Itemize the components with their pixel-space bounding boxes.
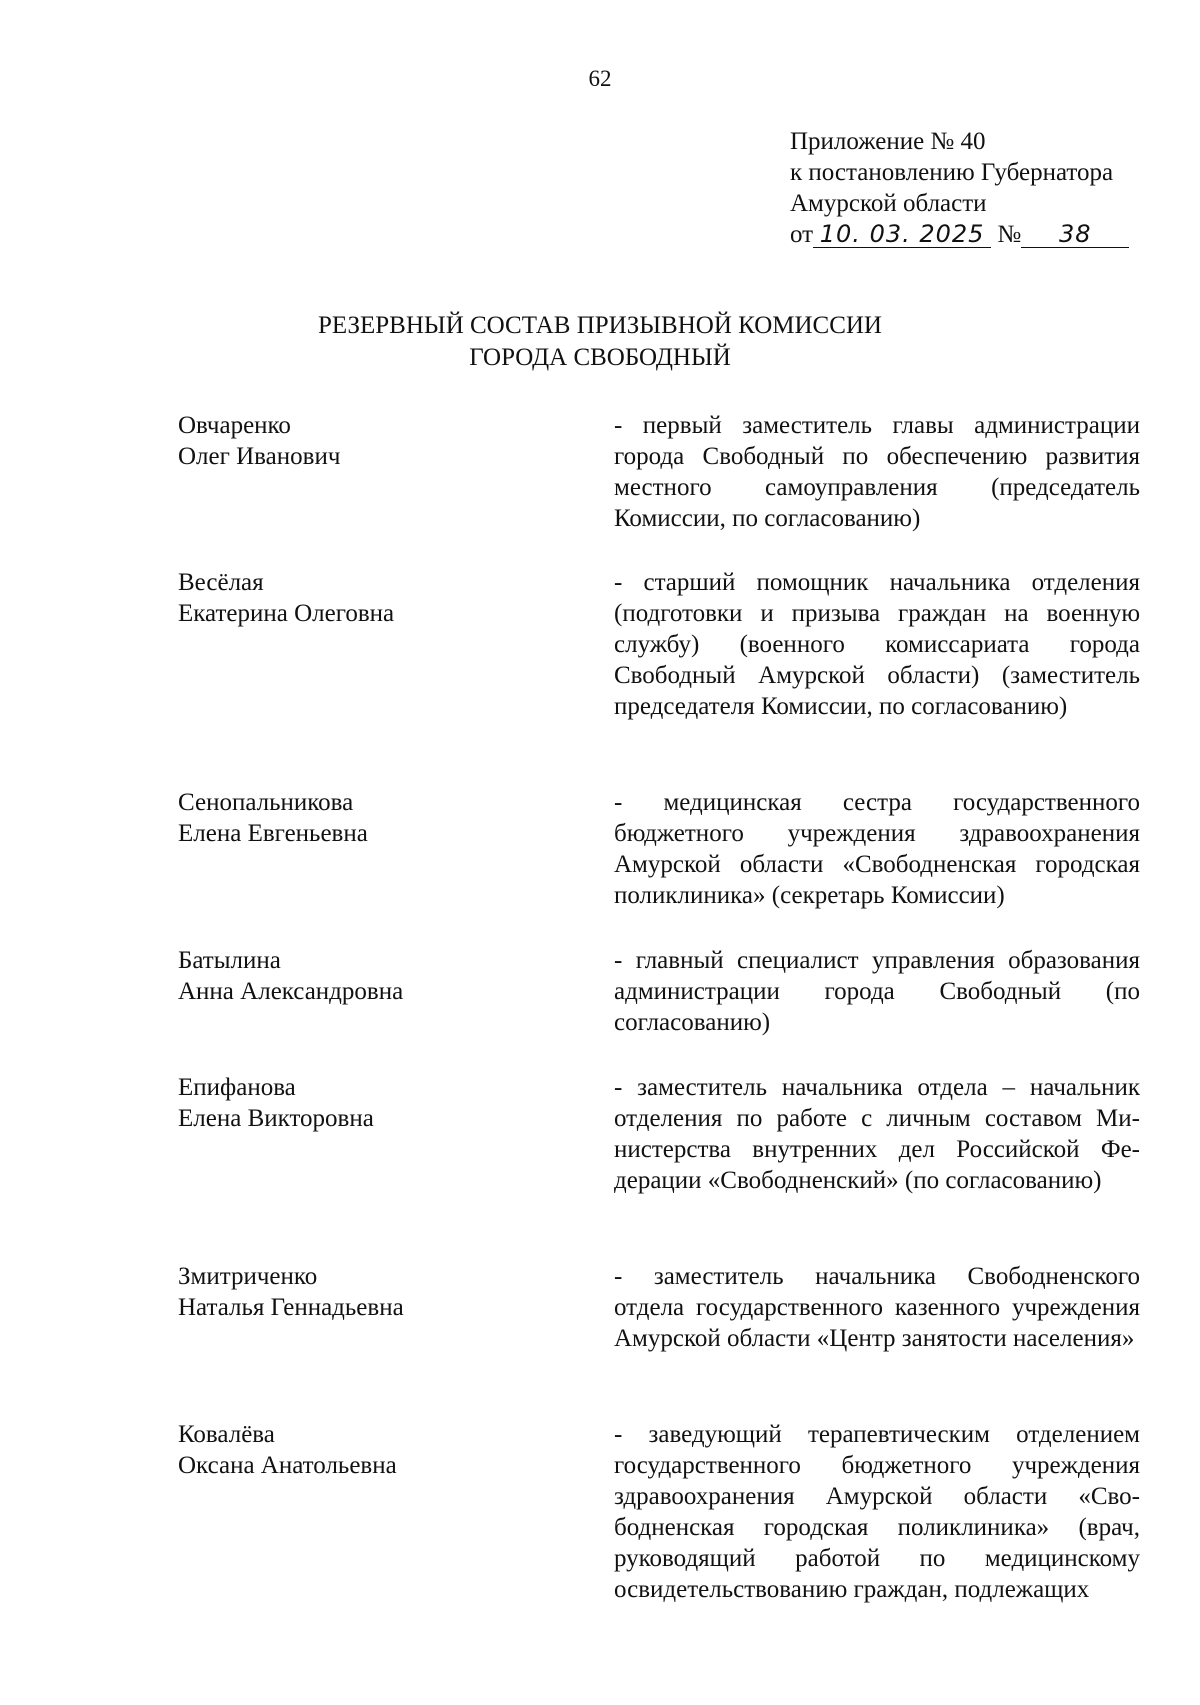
member-surname: Овчаренко xyxy=(178,412,291,439)
member-surname: Змитриченко xyxy=(178,1263,318,1290)
member-surname: Сенопальникова xyxy=(178,789,354,816)
member-given-name: Олег Иванович xyxy=(178,443,341,470)
appendix-line-2: к постановлению Губернатора xyxy=(790,159,1114,186)
page-number: 62 xyxy=(588,66,612,91)
member-name xyxy=(178,787,578,849)
member-given-name: Екатерина Олеговна xyxy=(178,600,395,627)
member-role: - первый заместитель главы администрации города Свободный по обеспечению развития местного самоуправления (председатель Комиссии, по согласованию) xyxy=(614,412,1140,532)
member-name xyxy=(178,1072,578,1134)
member-given-name: Елена Викторовна xyxy=(178,1105,374,1132)
member-given-name: Анна Александровна xyxy=(178,978,404,1005)
appendix-date-line xyxy=(790,219,1170,250)
title-line-1: РЕЗЕРВНЫЙ СОСТАВ ПРИЗЫВНОЙ КОМИССИИ xyxy=(317,312,882,339)
member-name xyxy=(178,1261,578,1323)
member-surname: Епифанова xyxy=(178,1074,296,1101)
appendix-line-3: Амурской области xyxy=(790,190,987,217)
member-surname: Весёлая xyxy=(178,569,264,596)
member-name xyxy=(178,945,578,1007)
member-name xyxy=(178,1419,578,1481)
handwritten-number: 38 xyxy=(1058,220,1092,248)
member-role: - заместитель начальника отдела – начальник отделения по работе с личным составом Министерства внутренних дел Российской Федерации «Свободненский» (по согласованию) xyxy=(614,1074,1140,1194)
number-blank xyxy=(1021,222,1129,248)
member-name xyxy=(178,567,578,629)
appendix-block xyxy=(790,126,1170,250)
member-surname: Батылина xyxy=(178,947,281,974)
member-given-name: Елена Евгеньевна xyxy=(178,820,368,847)
member-surname: Ковалёва xyxy=(178,1421,275,1448)
member-role: - заместитель начальника Свободненского отдела государственного казенного учреждения Амурской области «Центр занятости населения» xyxy=(614,1263,1140,1352)
handwritten-date: 10. 03. 2025 xyxy=(819,220,985,248)
member-role: - главный специалист управления образования администрации города Свободный (по согласованию) xyxy=(614,947,1140,1036)
number-prefix: № xyxy=(997,221,1022,248)
date-blank xyxy=(813,222,991,248)
member-role: - старший помощник начальника отделения (подготовки и призыва граждан на военную службу) (военного комиссариата города Свободный Амурской области) (заместитель председателя Комиссии, по согласованию) xyxy=(614,569,1140,720)
member-given-name: Оксана Анатольевна xyxy=(178,1452,397,1479)
appendix-line-1: Приложение № 40 xyxy=(790,128,986,155)
date-prefix: от xyxy=(790,221,814,248)
member-name xyxy=(178,410,578,472)
member-role: - заведующий терапевтическим отделением государственного бюджетного учреждения здравоохранения Амурской области «Свободненская городская поликлиника» (врач, руководящий работой по медицинскому освидетельствованию граждан, подлежащих xyxy=(614,1421,1140,1603)
document-title xyxy=(0,310,1200,374)
title-line-2: ГОРОДА СВОБОДНЫЙ xyxy=(469,344,731,371)
member-given-name: Наталья Геннадьевна xyxy=(178,1294,404,1321)
member-role: - медицинская сестра государственного бюджетного учреждения здравоохранения Амурской области «Свободненская городская поликлиника» (секретарь Комиссии) xyxy=(614,789,1140,909)
